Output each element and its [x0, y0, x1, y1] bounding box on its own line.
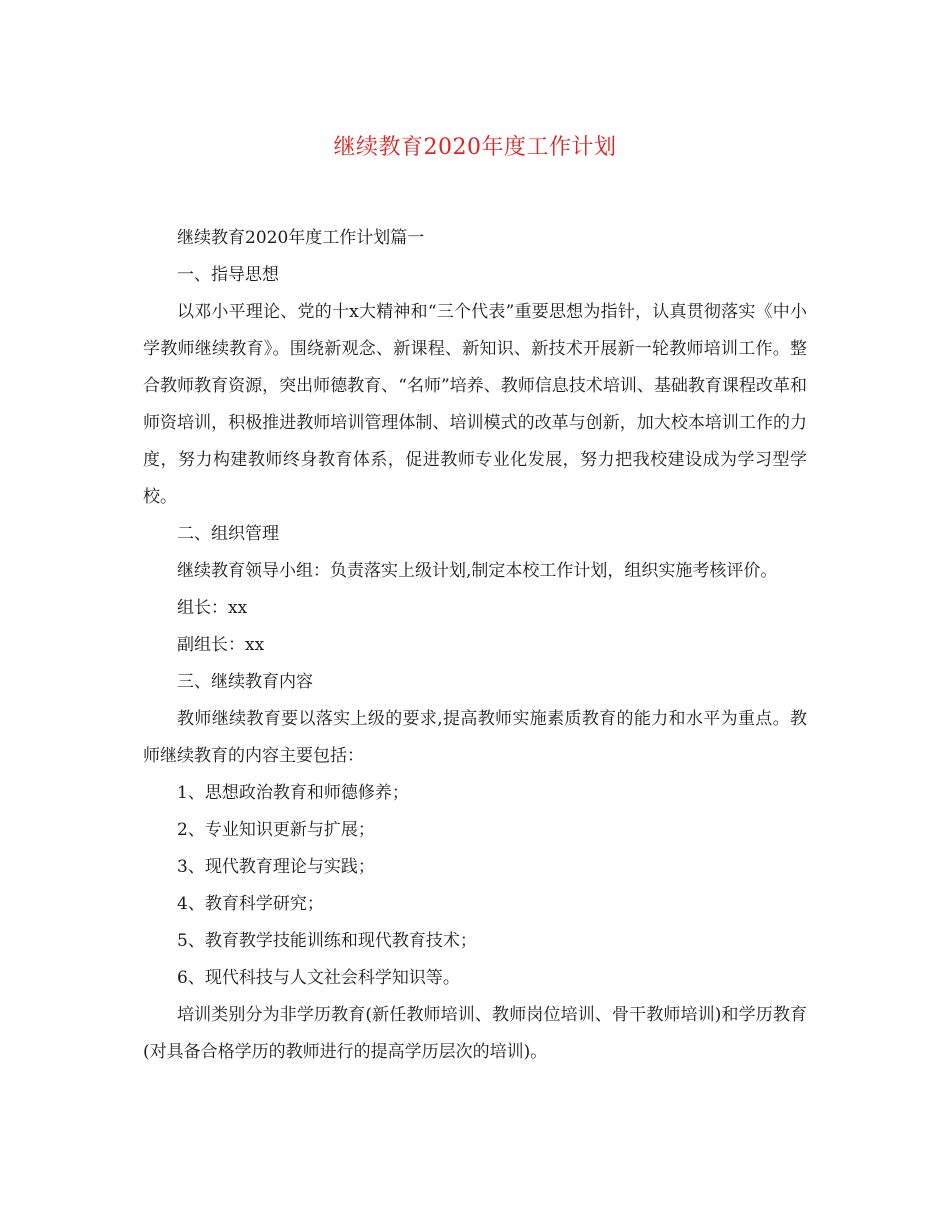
list-item: 3、现代教育理论与实践；	[177, 857, 375, 877]
list-item: 4、教育科学研究；	[177, 894, 324, 914]
paragraph-section-heading: 继续教育2020年度工作计划篇一	[177, 228, 425, 248]
paragraph-guiding-ideology: 以邓小平理论、党的十x大精神和“三个代表”重要思想为指针，认真贯彻落实《中小学教师继续教育》。围绕新观念、新课程、新知识、新技术开展新一轮教师培训工作。整合教师教育资源，突出师德教育、“名师”培养、教师信息技术培训、基础教育课程改革和师资培训，积极推进教师培训管理体制、培训模式的改革与创新，加大校本培训工作的力度，努力构建教师终身教育体系，促进教师专业化发展，努力把我校建设成为学习型学校。	[143, 302, 807, 507]
list-item: 6、现代科技与人文社会科学知识等。	[177, 968, 460, 988]
list-item: 5、教育教学技能训练和现代教育技术；	[177, 931, 477, 951]
document-title: 继续教育2020年度工作计划	[333, 135, 617, 160]
paragraph-heading-content: 三、继续教育内容	[177, 672, 313, 692]
paragraph-group-leader: 组长：xx	[177, 598, 248, 618]
paragraph-deputy-leader: 副组长：xx	[177, 635, 265, 655]
paragraph-content-intro: 教师继续教育要以落实上级的要求,提高教师实施素质教育的能力和水平为重点。教师继续教育的内容主要包括：	[143, 709, 807, 766]
list-item: 2、专业知识更新与扩展；	[177, 820, 375, 840]
document-body	[143, 220, 807, 1071]
paragraph-heading-organization: 二、组织管理	[177, 524, 279, 544]
paragraph-training-categories: 培训类别分为非学历教育(新任教师培训、教师岗位培训、骨干教师培训)和学历教育(对具备合格学历的教师进行的提高学历层次的培训)。	[143, 1005, 807, 1062]
list-item: 1、思想政治教育和师德修养；	[177, 783, 409, 803]
paragraph-heading-guiding-ideology: 一、指导思想	[177, 265, 279, 285]
paragraph-leadership-group: 继续教育领导小组：负责落实上级计划,制定本校工作计划，组织实施考核评价。	[177, 561, 778, 581]
